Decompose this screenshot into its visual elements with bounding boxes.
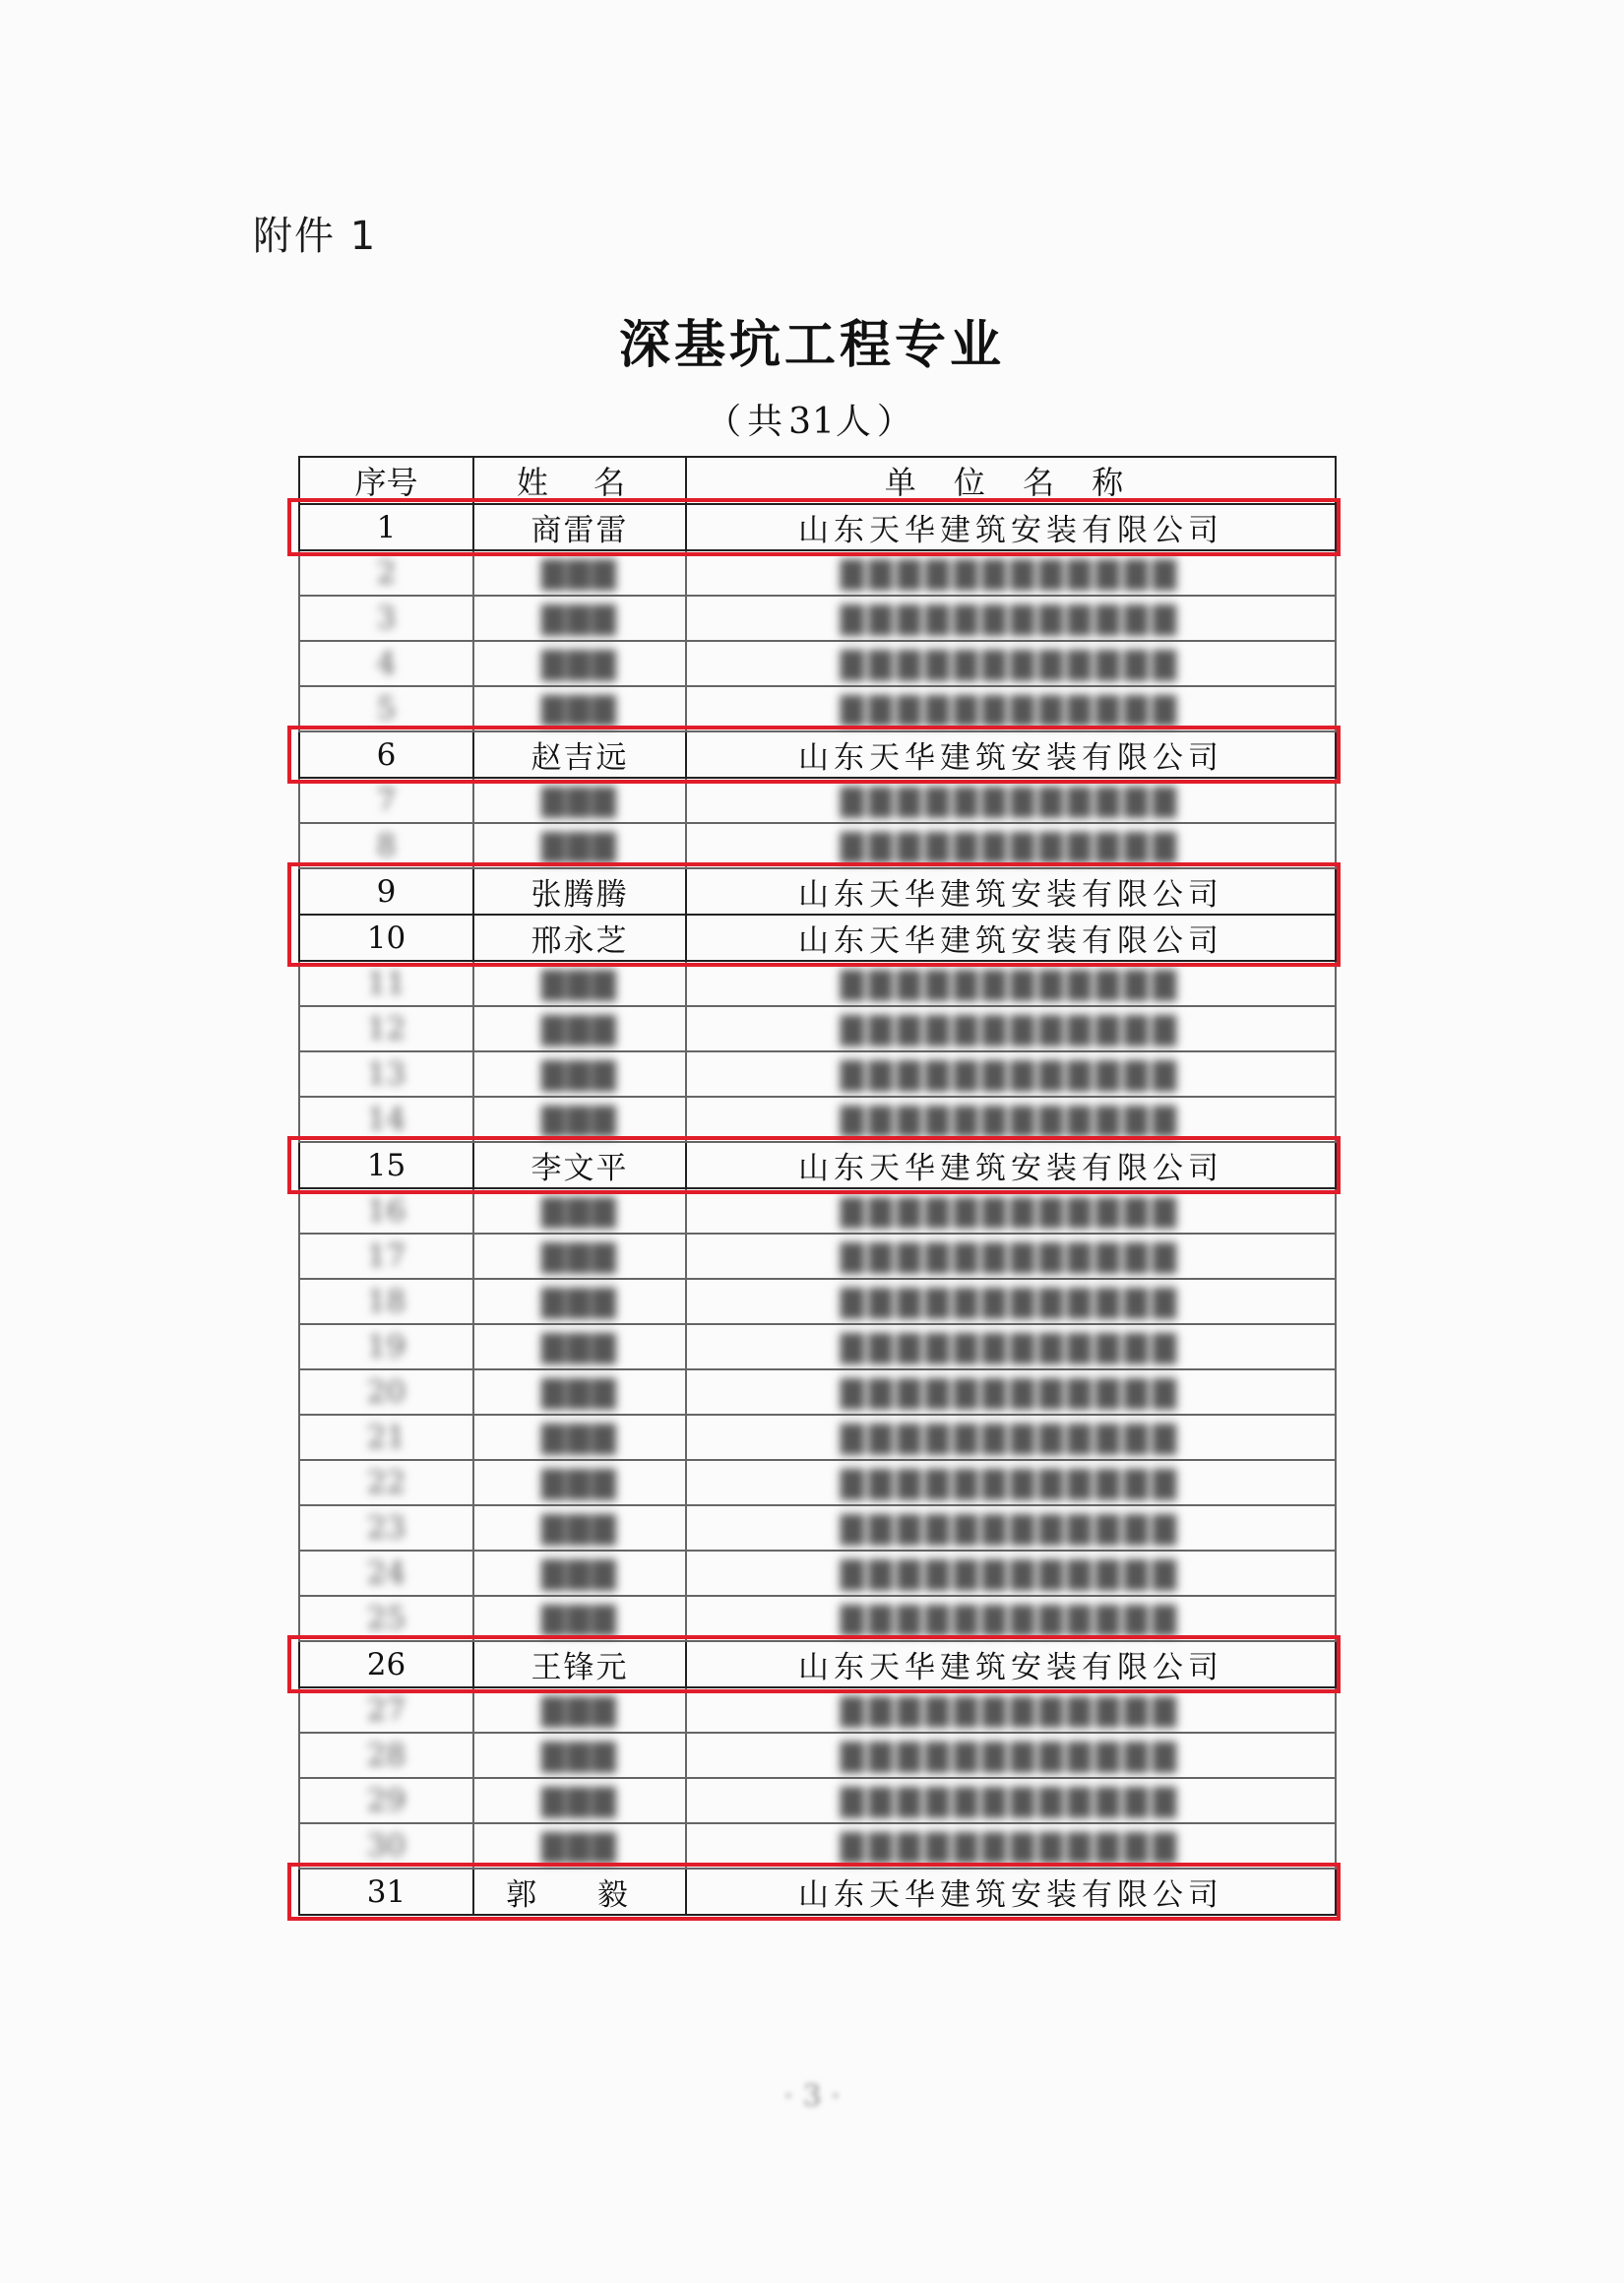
subtitle-close: 人） xyxy=(835,402,918,442)
cell-unit: 山东天华建筑安装有限公司 xyxy=(686,1869,1336,1915)
cell-name: 商雷雷 xyxy=(473,504,686,550)
cell-name: ▇▇▇ xyxy=(473,1051,686,1097)
cell-unit: ▇▇▇▇▇▇▇▇▇▇▇▇ xyxy=(686,1051,1336,1097)
cell-serial: 25 xyxy=(299,1596,473,1641)
cell-serial: 28 xyxy=(299,1733,473,1778)
cell-name: ▇▇▇ xyxy=(473,778,686,823)
table-row xyxy=(299,1641,1336,1687)
table-row xyxy=(299,868,1336,915)
cell-serial: 30 xyxy=(299,1823,473,1869)
cell-serial: 24 xyxy=(299,1551,473,1596)
cell-serial: 20 xyxy=(299,1369,473,1415)
table-row xyxy=(299,731,1336,778)
cell-serial: 4 xyxy=(299,641,473,686)
cell-serial: 26 xyxy=(299,1641,473,1687)
cell-unit: 山东天华建筑安装有限公司 xyxy=(686,915,1336,961)
cell-name: ▇▇▇ xyxy=(473,1006,686,1051)
cell-serial: 1 xyxy=(299,504,473,550)
cell-unit: ▇▇▇▇▇▇▇▇▇▇▇▇ xyxy=(686,550,1336,596)
page-number-blurred: · 3 · xyxy=(783,2079,841,2114)
table-row xyxy=(299,641,1336,686)
cell-unit: ▇▇▇▇▇▇▇▇▇▇▇▇ xyxy=(686,1234,1336,1279)
cell-serial: 8 xyxy=(299,823,473,868)
cell-unit: ▇▇▇▇▇▇▇▇▇▇▇▇ xyxy=(686,1505,1336,1551)
cell-name: 王锋元 xyxy=(473,1641,686,1687)
cell-serial: 7 xyxy=(299,778,473,823)
cell-name: ▇▇▇ xyxy=(473,1823,686,1869)
cell-serial: 27 xyxy=(299,1687,473,1733)
cell-unit: ▇▇▇▇▇▇▇▇▇▇▇▇ xyxy=(686,1460,1336,1505)
table-row xyxy=(299,778,1336,823)
table-row xyxy=(299,823,1336,868)
cell-serial: 6 xyxy=(299,731,473,778)
document-subtitle xyxy=(0,394,1624,444)
cell-name: 赵吉远 xyxy=(473,731,686,778)
cell-unit: ▇▇▇▇▇▇▇▇▇▇▇▇ xyxy=(686,778,1336,823)
cell-name: ▇▇▇ xyxy=(473,1415,686,1460)
table-row xyxy=(299,1188,1336,1234)
cell-name: ▇▇▇ xyxy=(473,1505,686,1551)
table-row xyxy=(299,1823,1336,1869)
cell-name: 郭 毅 xyxy=(473,1869,686,1915)
cell-name: ▇▇▇ xyxy=(473,686,686,731)
cell-serial: 14 xyxy=(299,1097,473,1142)
cell-unit: ▇▇▇▇▇▇▇▇▇▇▇▇ xyxy=(686,1551,1336,1596)
table-row xyxy=(299,1369,1336,1415)
cell-unit: ▇▇▇▇▇▇▇▇▇▇▇▇ xyxy=(686,1596,1336,1641)
table-row xyxy=(299,1460,1336,1505)
cell-unit: ▇▇▇▇▇▇▇▇▇▇▇▇ xyxy=(686,1006,1336,1051)
table-row xyxy=(299,961,1336,1006)
cell-name: ▇▇▇ xyxy=(473,1324,686,1369)
cell-unit: ▇▇▇▇▇▇▇▇▇▇▇▇ xyxy=(686,1369,1336,1415)
cell-name: 邢永芝 xyxy=(473,915,686,961)
document-title: 深基坑工程专业 xyxy=(618,315,1005,375)
subtitle-count: 31 xyxy=(788,402,836,442)
cell-name: ▇▇▇ xyxy=(473,961,686,1006)
cell-name: ▇▇▇ xyxy=(473,1596,686,1641)
cell-unit: ▇▇▇▇▇▇▇▇▇▇▇▇ xyxy=(686,1687,1336,1733)
table-row xyxy=(299,596,1336,641)
table-row xyxy=(299,1596,1336,1641)
cell-name: 李文平 xyxy=(473,1142,686,1188)
cell-unit: ▇▇▇▇▇▇▇▇▇▇▇▇ xyxy=(686,686,1336,731)
table-row xyxy=(299,1279,1336,1324)
cell-serial: 18 xyxy=(299,1279,473,1324)
cell-serial: 16 xyxy=(299,1188,473,1234)
cell-serial: 23 xyxy=(299,1505,473,1551)
cell-unit: 山东天华建筑安装有限公司 xyxy=(686,504,1336,550)
cell-unit: ▇▇▇▇▇▇▇▇▇▇▇▇ xyxy=(686,1823,1336,1869)
cell-serial: 2 xyxy=(299,550,473,596)
table-row xyxy=(299,1687,1336,1733)
cell-unit: ▇▇▇▇▇▇▇▇▇▇▇▇ xyxy=(686,961,1336,1006)
table-row xyxy=(299,1505,1336,1551)
table-row xyxy=(299,1142,1336,1188)
cell-unit: ▇▇▇▇▇▇▇▇▇▇▇▇ xyxy=(686,641,1336,686)
table-row xyxy=(299,1006,1336,1051)
roster-body xyxy=(299,504,1336,1915)
header-name: 姓 名 xyxy=(473,457,686,504)
subtitle-open: （共 xyxy=(706,402,789,442)
table-row xyxy=(299,1551,1336,1596)
cell-name: ▇▇▇ xyxy=(473,1733,686,1778)
attachment-label: 附件 1 xyxy=(253,214,378,259)
cell-serial: 21 xyxy=(299,1415,473,1460)
cell-serial: 5 xyxy=(299,686,473,731)
table-row xyxy=(299,1324,1336,1369)
table-row xyxy=(299,1733,1336,1778)
table-row xyxy=(299,504,1336,550)
cell-unit: ▇▇▇▇▇▇▇▇▇▇▇▇ xyxy=(686,1324,1336,1369)
cell-name: ▇▇▇ xyxy=(473,1551,686,1596)
cell-name: ▇▇▇ xyxy=(473,1687,686,1733)
cell-unit: 山东天华建筑安装有限公司 xyxy=(686,1142,1336,1188)
cell-unit: 山东天华建筑安装有限公司 xyxy=(686,868,1336,915)
cell-serial: 31 xyxy=(299,1869,473,1915)
cell-serial: 22 xyxy=(299,1460,473,1505)
table-row xyxy=(299,686,1336,731)
table-row xyxy=(299,915,1336,961)
cell-serial: 3 xyxy=(299,596,473,641)
table-row xyxy=(299,1869,1336,1915)
table-row xyxy=(299,1778,1336,1823)
cell-name: 张腾腾 xyxy=(473,868,686,915)
cell-unit: ▇▇▇▇▇▇▇▇▇▇▇▇ xyxy=(686,1188,1336,1234)
cell-unit: ▇▇▇▇▇▇▇▇▇▇▇▇ xyxy=(686,1279,1336,1324)
cell-unit: 山东天华建筑安装有限公司 xyxy=(686,1641,1336,1687)
cell-name: ▇▇▇ xyxy=(473,550,686,596)
cell-name: ▇▇▇ xyxy=(473,1369,686,1415)
cell-unit: ▇▇▇▇▇▇▇▇▇▇▇▇ xyxy=(686,1733,1336,1778)
table-row xyxy=(299,1415,1336,1460)
cell-unit: ▇▇▇▇▇▇▇▇▇▇▇▇ xyxy=(686,1415,1336,1460)
table-row xyxy=(299,1097,1336,1142)
cell-name: ▇▇▇ xyxy=(473,1778,686,1823)
cell-serial: 29 xyxy=(299,1778,473,1823)
cell-name: ▇▇▇ xyxy=(473,823,686,868)
cell-serial: 15 xyxy=(299,1142,473,1188)
header-serial: 序号 xyxy=(299,457,473,504)
table-header-row xyxy=(299,457,1336,504)
header-unit: 单 位 名 称 xyxy=(686,457,1336,504)
table-row xyxy=(299,550,1336,596)
cell-unit: ▇▇▇▇▇▇▇▇▇▇▇▇ xyxy=(686,1778,1336,1823)
cell-unit: ▇▇▇▇▇▇▇▇▇▇▇▇ xyxy=(686,823,1336,868)
table-row xyxy=(299,1234,1336,1279)
cell-name: ▇▇▇ xyxy=(473,596,686,641)
cell-unit: ▇▇▇▇▇▇▇▇▇▇▇▇ xyxy=(686,1097,1336,1142)
cell-serial: 10 xyxy=(299,915,473,961)
cell-name: ▇▇▇ xyxy=(473,1097,686,1142)
cell-name: ▇▇▇ xyxy=(473,1234,686,1279)
cell-serial: 19 xyxy=(299,1324,473,1369)
cell-name: ▇▇▇ xyxy=(473,641,686,686)
cell-unit: 山东天华建筑安装有限公司 xyxy=(686,731,1336,778)
cell-serial: 11 xyxy=(299,961,473,1006)
cell-name: ▇▇▇ xyxy=(473,1279,686,1324)
cell-serial: 17 xyxy=(299,1234,473,1279)
cell-serial: 12 xyxy=(299,1006,473,1051)
roster-table xyxy=(298,456,1337,1916)
cell-name: ▇▇▇ xyxy=(473,1188,686,1234)
cell-serial: 13 xyxy=(299,1051,473,1097)
cell-serial: 9 xyxy=(299,868,473,915)
table-row xyxy=(299,1051,1336,1097)
cell-name: ▇▇▇ xyxy=(473,1460,686,1505)
cell-unit: ▇▇▇▇▇▇▇▇▇▇▇▇ xyxy=(686,596,1336,641)
